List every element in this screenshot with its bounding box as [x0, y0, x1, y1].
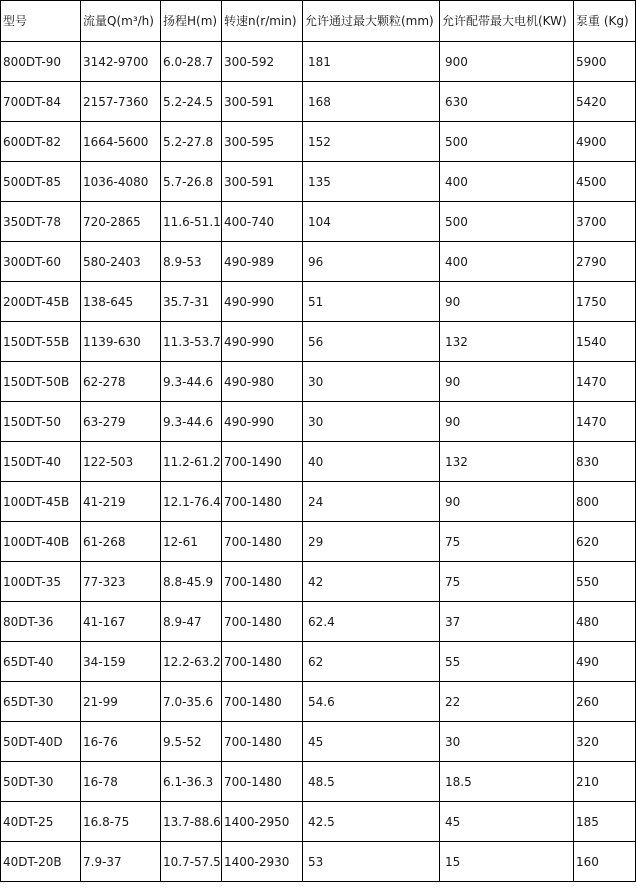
- cell-head: 12.2-63.2: [161, 642, 222, 682]
- cell-speed: 700-1490: [222, 442, 303, 482]
- cell-speed: 700-1480: [222, 722, 303, 762]
- cell-flow: 1036-4080: [81, 162, 161, 202]
- cell-speed: 700-1480: [222, 762, 303, 802]
- table-row: [1, 522, 636, 562]
- cell-max-motor: 132: [440, 442, 574, 482]
- table-row: [1, 82, 636, 122]
- cell-model: 65DT-40: [1, 642, 81, 682]
- header-max-motor: 允许配带最大电机(KW): [440, 1, 574, 42]
- table-row: [1, 202, 636, 242]
- header-pump-weight: 泵重 (Kg): [574, 1, 636, 42]
- cell-flow: 41-167: [81, 602, 161, 642]
- cell-flow: 1139-630: [81, 322, 161, 362]
- cell-head: 11.6-51.1: [161, 202, 222, 242]
- cell-max-motor: 75: [440, 562, 574, 602]
- cell-max-particle: 40: [303, 442, 440, 482]
- cell-model: 50DT-40D: [1, 722, 81, 762]
- cell-pump-weight: 620: [574, 522, 636, 562]
- cell-speed: 400-740: [222, 202, 303, 242]
- table-row: [1, 562, 636, 602]
- cell-flow: 2157-7360: [81, 82, 161, 122]
- cell-max-motor: 500: [440, 202, 574, 242]
- cell-model: 200DT-45B: [1, 282, 81, 322]
- cell-head: 8.9-47: [161, 602, 222, 642]
- cell-max-particle: 104: [303, 202, 440, 242]
- cell-max-particle: 62: [303, 642, 440, 682]
- cell-flow: 3142-9700: [81, 42, 161, 82]
- cell-max-particle: 96: [303, 242, 440, 282]
- cell-speed: 700-1480: [222, 482, 303, 522]
- cell-model: 150DT-50: [1, 402, 81, 442]
- cell-max-motor: 37: [440, 602, 574, 642]
- cell-pump-weight: 550: [574, 562, 636, 602]
- cell-flow: 16-78: [81, 762, 161, 802]
- cell-speed: 490-990: [222, 402, 303, 442]
- cell-model: 50DT-30: [1, 762, 81, 802]
- cell-max-motor: 500: [440, 122, 574, 162]
- cell-speed: 300-595: [222, 122, 303, 162]
- cell-flow: 61-268: [81, 522, 161, 562]
- cell-head: 11.2-61.2: [161, 442, 222, 482]
- cell-flow: 62-278: [81, 362, 161, 402]
- cell-model: 500DT-85: [1, 162, 81, 202]
- cell-model: 300DT-60: [1, 242, 81, 282]
- cell-max-particle: 30: [303, 402, 440, 442]
- cell-pump-weight: 185: [574, 802, 636, 842]
- table-row: [1, 722, 636, 762]
- cell-model: 150DT-55B: [1, 322, 81, 362]
- cell-head: 11.3-53.7: [161, 322, 222, 362]
- cell-head: 6.0-28.7: [161, 42, 222, 82]
- header-max-particle: 允许通过最大颗粒(mm): [303, 1, 440, 42]
- table-row: [1, 242, 636, 282]
- cell-max-motor: 90: [440, 402, 574, 442]
- cell-pump-weight: 3700: [574, 202, 636, 242]
- header-row: [1, 1, 636, 42]
- cell-max-motor: 90: [440, 362, 574, 402]
- cell-max-motor: 75: [440, 522, 574, 562]
- table-row: [1, 282, 636, 322]
- cell-head: 5.2-24.5: [161, 82, 222, 122]
- cell-speed: 490-990: [222, 322, 303, 362]
- cell-max-particle: 181: [303, 42, 440, 82]
- cell-max-motor: 400: [440, 162, 574, 202]
- cell-max-particle: 54.6: [303, 682, 440, 722]
- cell-flow: 7.9-37: [81, 842, 161, 882]
- cell-flow: 16-76: [81, 722, 161, 762]
- cell-max-motor: 132: [440, 322, 574, 362]
- cell-model: 700DT-84: [1, 82, 81, 122]
- cell-pump-weight: 800: [574, 482, 636, 522]
- header-speed: 转速n(r/min): [222, 1, 303, 42]
- cell-max-particle: 51: [303, 282, 440, 322]
- table-header: [1, 1, 636, 42]
- cell-flow: 21-99: [81, 682, 161, 722]
- table-row: [1, 682, 636, 722]
- header-flow: 流量Q(m³/h): [81, 1, 161, 42]
- cell-flow: 720-2865: [81, 202, 161, 242]
- cell-model: 40DT-25: [1, 802, 81, 842]
- cell-head: 12-61: [161, 522, 222, 562]
- table-row: [1, 322, 636, 362]
- table-row: [1, 42, 636, 82]
- cell-max-motor: 90: [440, 482, 574, 522]
- cell-speed: 490-980: [222, 362, 303, 402]
- cell-speed: 700-1480: [222, 642, 303, 682]
- cell-model: 40DT-20B: [1, 842, 81, 882]
- cell-max-motor: 15: [440, 842, 574, 882]
- cell-head: 7.0-35.6: [161, 682, 222, 722]
- table-row: [1, 162, 636, 202]
- cell-head: 8.9-53: [161, 242, 222, 282]
- cell-flow: 63-279: [81, 402, 161, 442]
- cell-max-motor: 30: [440, 722, 574, 762]
- cell-speed: 490-990: [222, 282, 303, 322]
- cell-pump-weight: 1470: [574, 362, 636, 402]
- cell-pump-weight: 830: [574, 442, 636, 482]
- cell-max-motor: 630: [440, 82, 574, 122]
- cell-max-motor: 900: [440, 42, 574, 82]
- cell-max-particle: 48.5: [303, 762, 440, 802]
- cell-model: 350DT-78: [1, 202, 81, 242]
- cell-max-motor: 55: [440, 642, 574, 682]
- cell-flow: 77-323: [81, 562, 161, 602]
- cell-pump-weight: 4900: [574, 122, 636, 162]
- cell-model: 150DT-50B: [1, 362, 81, 402]
- cell-speed: 700-1480: [222, 562, 303, 602]
- cell-max-particle: 62.4: [303, 602, 440, 642]
- cell-pump-weight: 160: [574, 842, 636, 882]
- cell-max-particle: 30: [303, 362, 440, 402]
- table-row: [1, 122, 636, 162]
- table-row: [1, 482, 636, 522]
- cell-pump-weight: 1750: [574, 282, 636, 322]
- cell-head: 9.3-44.6: [161, 402, 222, 442]
- cell-head: 5.7-26.8: [161, 162, 222, 202]
- table-row: [1, 602, 636, 642]
- header-model: 型号: [1, 1, 81, 42]
- cell-max-particle: 24: [303, 482, 440, 522]
- cell-model: 100DT-45B: [1, 482, 81, 522]
- cell-pump-weight: 1540: [574, 322, 636, 362]
- cell-model: 65DT-30: [1, 682, 81, 722]
- cell-head: 13.7-88.6: [161, 802, 222, 842]
- cell-head: 9.3-44.6: [161, 362, 222, 402]
- cell-flow: 34-159: [81, 642, 161, 682]
- cell-flow: 1664-5600: [81, 122, 161, 162]
- cell-pump-weight: 480: [574, 602, 636, 642]
- cell-head: 12.1-76.4: [161, 482, 222, 522]
- table-row: [1, 642, 636, 682]
- cell-max-motor: 45: [440, 802, 574, 842]
- cell-head: 10.7-57.5: [161, 842, 222, 882]
- table-row: [1, 402, 636, 442]
- cell-head: 8.8-45.9: [161, 562, 222, 602]
- cell-speed: 300-591: [222, 162, 303, 202]
- cell-speed: 490-989: [222, 242, 303, 282]
- cell-model: 100DT-35: [1, 562, 81, 602]
- cell-head: 35.7-31: [161, 282, 222, 322]
- cell-flow: 122-503: [81, 442, 161, 482]
- cell-pump-weight: 210: [574, 762, 636, 802]
- cell-head: 9.5-52: [161, 722, 222, 762]
- cell-pump-weight: 320: [574, 722, 636, 762]
- cell-max-particle: 53: [303, 842, 440, 882]
- cell-model: 800DT-90: [1, 42, 81, 82]
- cell-max-motor: 90: [440, 282, 574, 322]
- cell-speed: 1400-2930: [222, 842, 303, 882]
- cell-max-particle: 152: [303, 122, 440, 162]
- cell-speed: 300-591: [222, 82, 303, 122]
- cell-pump-weight: 4500: [574, 162, 636, 202]
- cell-flow: 16.8-75: [81, 802, 161, 842]
- cell-pump-weight: 5900: [574, 42, 636, 82]
- cell-pump-weight: 490: [574, 642, 636, 682]
- table-row: [1, 442, 636, 482]
- cell-max-particle: 56: [303, 322, 440, 362]
- cell-model: 600DT-82: [1, 122, 81, 162]
- cell-max-particle: 29: [303, 522, 440, 562]
- cell-model: 150DT-40: [1, 442, 81, 482]
- table-row: [1, 842, 636, 882]
- cell-flow: 41-219: [81, 482, 161, 522]
- cell-max-motor: 400: [440, 242, 574, 282]
- cell-pump-weight: 260: [574, 682, 636, 722]
- cell-flow: 138-645: [81, 282, 161, 322]
- cell-head: 5.2-27.8: [161, 122, 222, 162]
- cell-pump-weight: 2790: [574, 242, 636, 282]
- cell-speed: 700-1480: [222, 522, 303, 562]
- cell-max-particle: 135: [303, 162, 440, 202]
- table-row: [1, 802, 636, 842]
- table-body: [1, 42, 636, 882]
- cell-pump-weight: 1470: [574, 402, 636, 442]
- cell-speed: 1400-2950: [222, 802, 303, 842]
- cell-max-motor: 22: [440, 682, 574, 722]
- cell-max-particle: 42.5: [303, 802, 440, 842]
- cell-model: 80DT-36: [1, 602, 81, 642]
- cell-pump-weight: 5420: [574, 82, 636, 122]
- header-head: 扬程H(m): [161, 1, 222, 42]
- cell-max-particle: 45: [303, 722, 440, 762]
- cell-head: 6.1-36.3: [161, 762, 222, 802]
- table-row: [1, 362, 636, 402]
- cell-max-particle: 168: [303, 82, 440, 122]
- cell-model: 100DT-40B: [1, 522, 81, 562]
- cell-speed: 300-592: [222, 42, 303, 82]
- cell-flow: 580-2403: [81, 242, 161, 282]
- cell-max-motor: 18.5: [440, 762, 574, 802]
- cell-speed: 700-1480: [222, 682, 303, 722]
- cell-speed: 700-1480: [222, 602, 303, 642]
- table-row: [1, 762, 636, 802]
- cell-max-particle: 42: [303, 562, 440, 602]
